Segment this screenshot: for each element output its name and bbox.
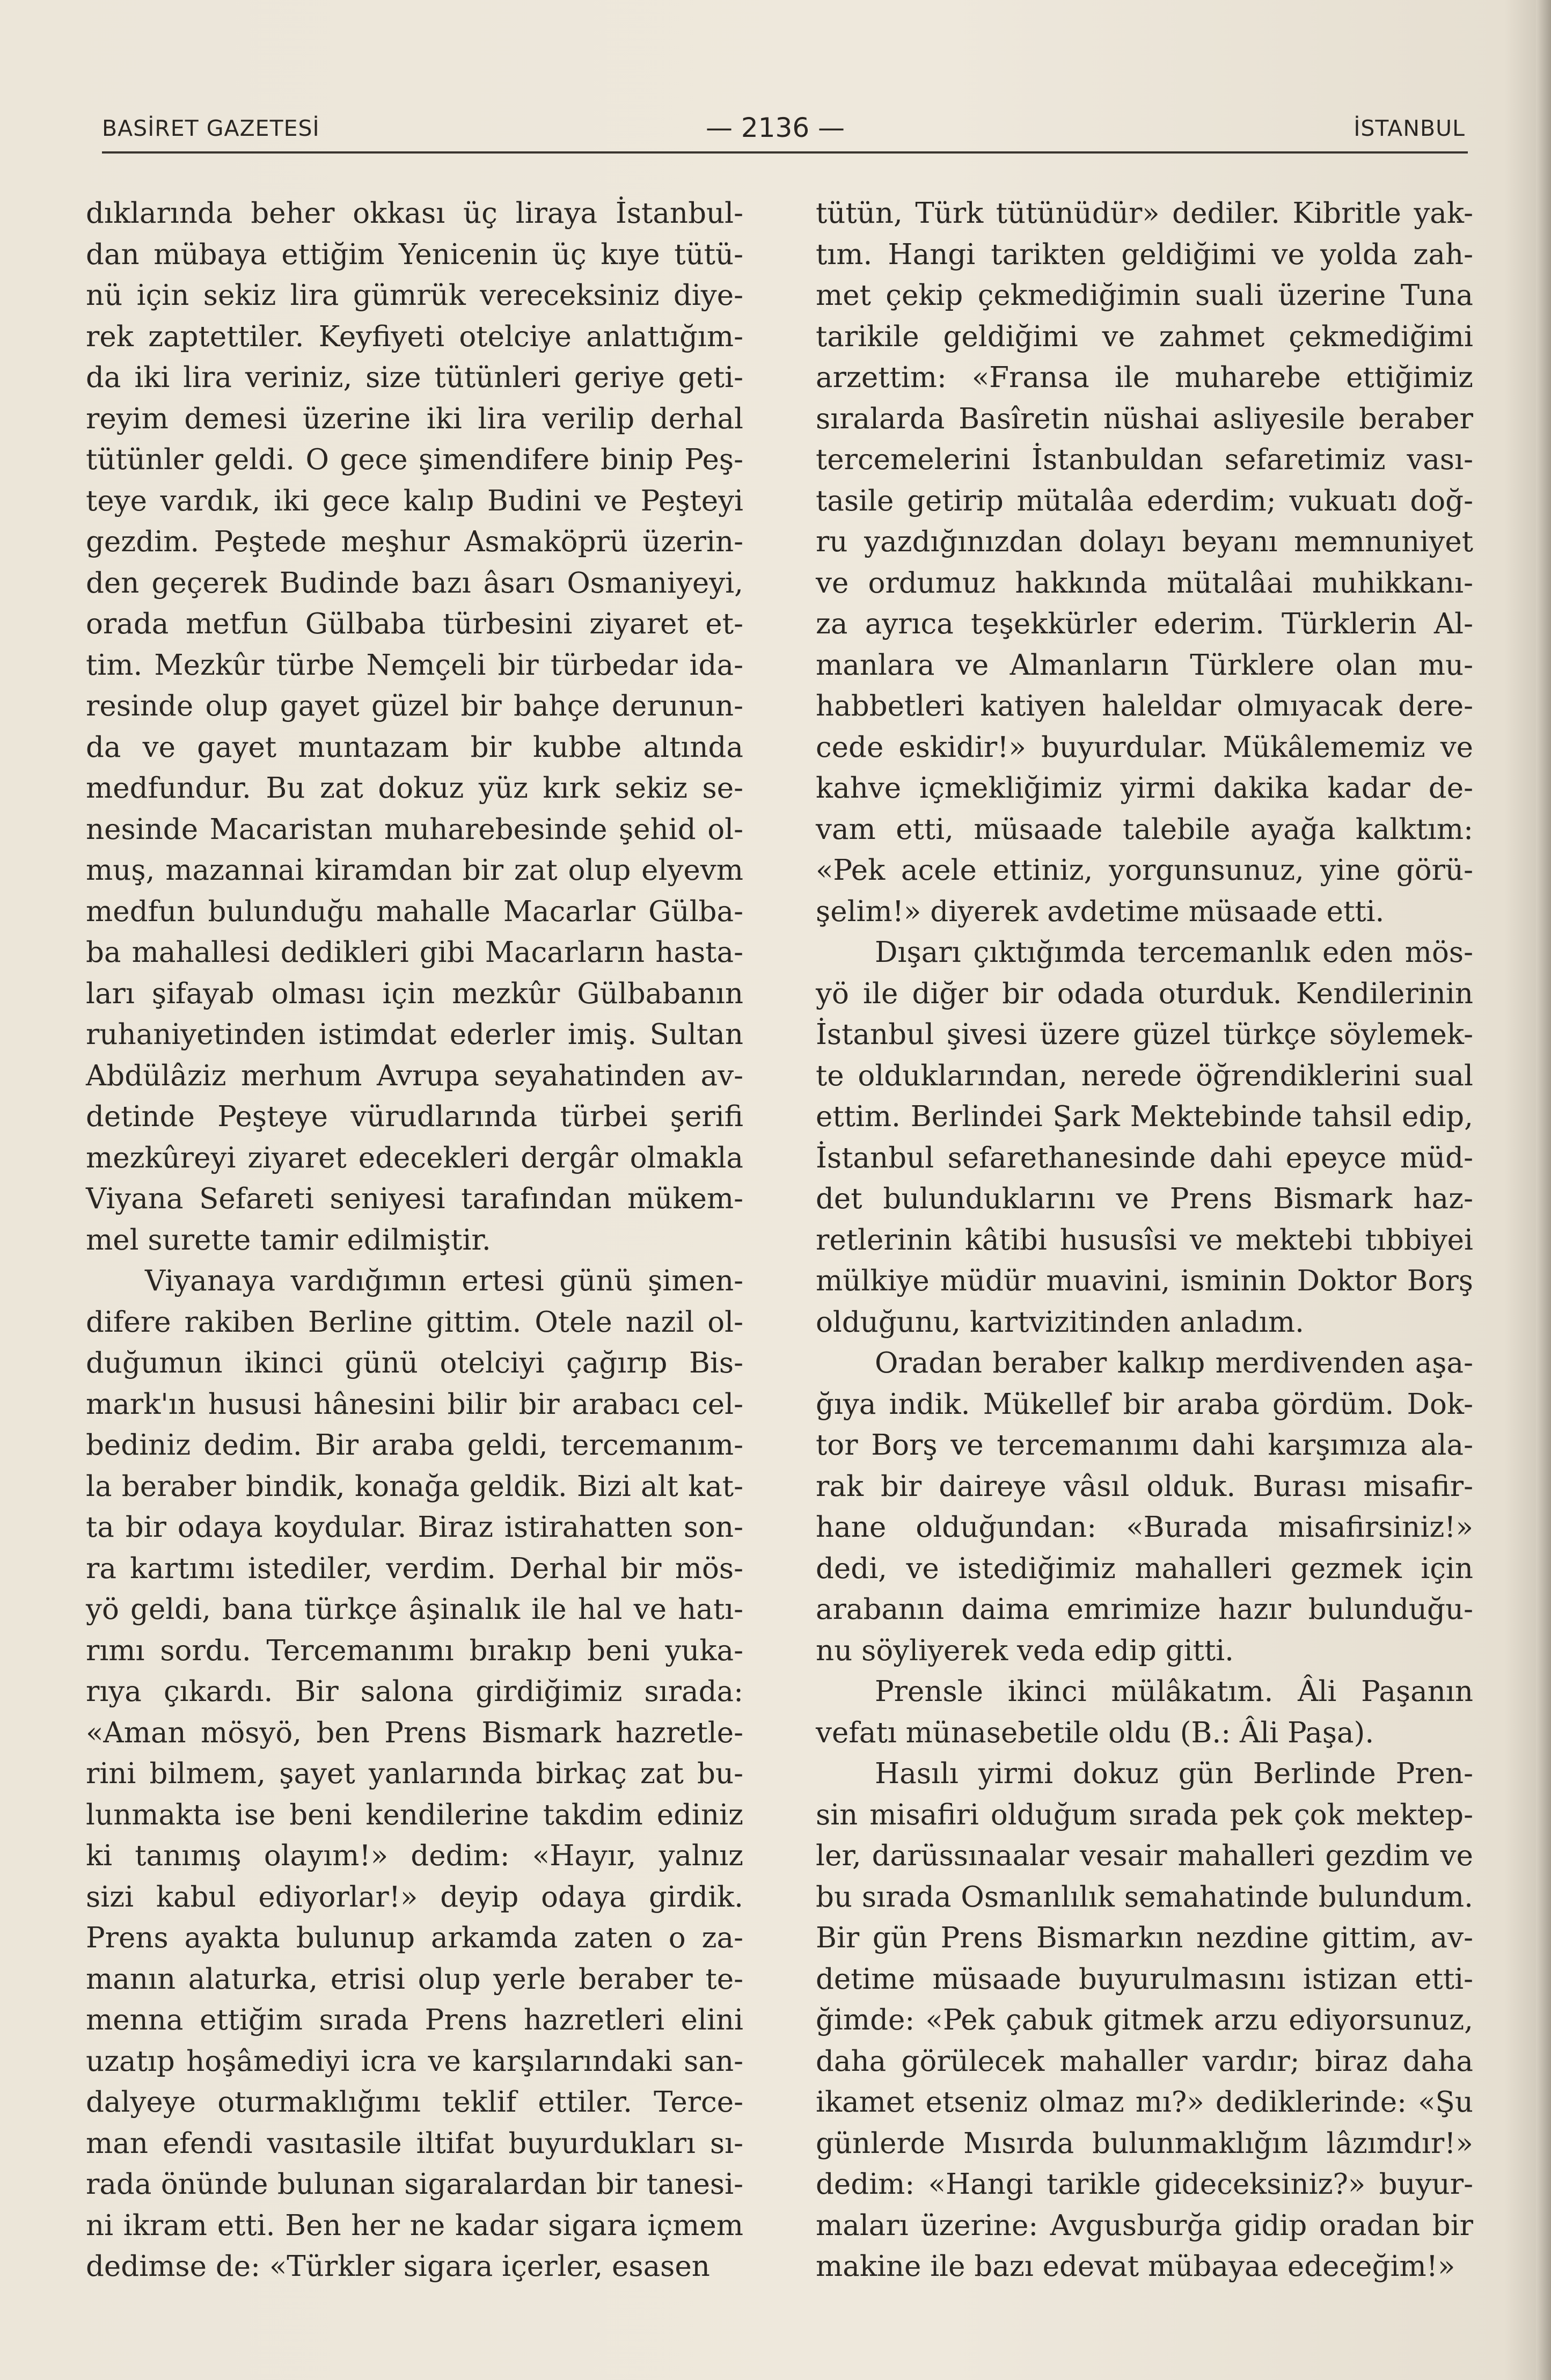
- text-line: mark'ın hususi hânesini bilir bir arabacı cel-: [86, 1388, 743, 1421]
- text-line: nesinde Macaristan muharebesinde şehid ol-: [86, 813, 743, 846]
- text-line: cede eskidir!» buyurdular. Mükâlememiz ve: [816, 731, 1473, 764]
- text-line: lunmakta ise beni kendilerine takdim ediniz: [86, 1798, 743, 1831]
- text-line: medfun bulunduğu mahalle Macarlar Gülba-: [86, 895, 743, 928]
- text-line: bu sırada Osmanlılık semahatinde bulundum.: [816, 1880, 1473, 1914]
- text-line: tasile getirip mütalâa ederdim; vukuatı doğ-: [816, 484, 1473, 517]
- text-line: rini bilmem, şayet yanlarında birkaç zat bu-: [86, 1757, 743, 1790]
- text-line: det bulunduklarını ve Prens Bismark haz-: [816, 1182, 1473, 1215]
- text-line: detinde Peşteye vürudlarında türbei şerifi: [86, 1100, 743, 1133]
- text-line: rak bir daireye vâsıl olduk. Burası misafir-: [816, 1470, 1473, 1503]
- left-column: [86, 193, 743, 2288]
- text-line: dedim: «Hangi tarikle gideceksiniz?» buyur-: [816, 2168, 1473, 2201]
- text-line: sıralarda Basîretin nüshai asliyesile beraber: [816, 402, 1473, 435]
- text-line: arabanın daima emrimize hazır bulunduğu-: [816, 1593, 1473, 1626]
- page-header: [102, 112, 1465, 148]
- text-line: İstanbul sefarethanesinde dahi epeyce müd-: [816, 1141, 1473, 1174]
- text-line: hane olduğundan: «Burada misafirsiniz!»: [816, 1511, 1473, 1544]
- text-line: ğimde: «Pek çabuk gitmek arzu ediyorsunuz,: [816, 2004, 1473, 2036]
- text-line: Oradan beraber kalkıp merdivenden aşa-: [875, 1347, 1473, 1379]
- header-city: İSTANBUL: [1354, 115, 1465, 141]
- text-line: rek zaptettiler. Keyfiyeti otelciye anlattığım-: [86, 320, 743, 353]
- text-line: menna ettiğim sırada Prens hazretleri elini: [86, 2004, 743, 2036]
- text-line: Prens ayakta bulunup arkamda zaten o za-: [86, 1922, 743, 1954]
- text-line: ruhaniyetinden istimdat ederler imiş. Sultan: [86, 1018, 743, 1051]
- text-line: met çekip çekmediğimin suali üzerine Tuna: [816, 279, 1473, 312]
- text-line: nü için sekiz lira gümrük vereceksiniz diye-: [86, 279, 743, 312]
- text-line: daha görülecek mahaller vardır; biraz daha: [816, 2045, 1473, 2078]
- text-line: sin misafiri olduğum sırada pek çok mektep-: [816, 1798, 1473, 1831]
- header-rule: [102, 151, 1468, 154]
- text-line: ler, darüssınaalar vesair mahalleri gezdim ve: [816, 1839, 1473, 1872]
- text-line: ve ordumuz hakkında mütalâai muhikkanı-: [816, 566, 1473, 600]
- page-number: — 2136 —: [706, 112, 845, 143]
- text-line: tarikile geldiğimi ve zahmet çekmediğimi: [816, 320, 1473, 353]
- text-line: Viyana Sefareti seniyesi tarafından mükem-: [86, 1182, 743, 1215]
- text-line: te olduklarından, nerede öğrendiklerini sual: [816, 1059, 1473, 1092]
- text-line: orada metfun Gülbaba türbesini ziyaret et-: [86, 608, 743, 640]
- text-line: dedimse de: «Türkler sigara içerler, esasen: [86, 2250, 710, 2283]
- text-line: dıklarında beher okkası üç liraya İstanbul-: [86, 197, 743, 230]
- text-line: Dışarı çıktığımda tercemanlık eden mös-: [875, 936, 1473, 969]
- text-line: dalyeye oturmaklığımı teklif ettiler. Terce-: [86, 2086, 743, 2119]
- text-line: ru yazdığınızdan dolayı beyanı memnuniyet: [816, 525, 1473, 558]
- text-line: resinde olup gayet güzel bir bahçe derunun-: [86, 690, 743, 722]
- text-line: «Aman mösyö, ben Prens Bismark hazretle-: [86, 1716, 743, 1749]
- text-line: teye vardık, iki gece kalıp Budini ve Peşteyi: [86, 484, 743, 517]
- text-line: manın alaturka, etrisi olup yerle beraber te-: [86, 1962, 743, 1996]
- text-line: arzettim: «Fransa ile muharebe ettiğimiz: [816, 361, 1473, 394]
- text-line: tütünler geldi. O gece şimendifere binip Peş-: [86, 443, 743, 476]
- text-line: kahve içmekliğimiz yirmi dakika kadar de-: [816, 772, 1473, 805]
- text-line: da ve gayet muntazam bir kubbe altında: [86, 731, 743, 764]
- text-line: olduğunu, kartvizitinden anladım.: [816, 1305, 1304, 1339]
- text-line: dan mübaya ettiğim Yenicenin üç kıye tütü-: [86, 238, 743, 271]
- text-line: ra kartımı istediler, verdim. Derhal bir mös-: [86, 1552, 743, 1585]
- text-line: mel surette tamir edilmiştir.: [86, 1223, 491, 1257]
- text-line: vefatı münasebetile oldu (B.: Âli Paşa).: [816, 1716, 1374, 1749]
- text-line: Prensle ikinci mülâkatım. Âli Paşanın: [875, 1675, 1473, 1708]
- text-line: ları şifayab olması için mezkûr Gülbabanın: [86, 977, 743, 1010]
- text-line: tor Borş ve tercemanımı dahi karşımıza ala-: [816, 1429, 1473, 1462]
- text-line: Hasılı yirmi dokuz gün Berlinde Pren-: [875, 1757, 1473, 1790]
- text-line: duğumun ikinci günü otelciyi çağırıp Bis-: [86, 1347, 743, 1379]
- text-line: tütün, Türk tütünüdür» dediler. Kibritle yak-: [816, 197, 1473, 230]
- text-line: Abdülâziz merhum Avrupa seyahatinden av-: [86, 1059, 743, 1092]
- text-line: Bir gün Prens Bismarkın nezdine gittim, av-: [816, 1922, 1473, 1954]
- text-line: tim. Mezkûr türbe Nemçeli bir türbedar ida-: [86, 648, 743, 682]
- text-line: bediniz dedim. Bir araba geldi, tercemanım-: [86, 1429, 743, 1462]
- text-line: reyim demesi üzerine iki lira verilip derhal: [86, 402, 743, 435]
- text-line: mülkiye müdür muavini, isminin Doktor Borş: [816, 1265, 1473, 1297]
- text-line: Viyanaya vardığımın ertesi günü şimen-: [145, 1265, 743, 1297]
- text-line: la beraber bindik, konağa geldik. Bizi alt kat-: [86, 1470, 743, 1503]
- text-line: tercemelerini İstanbuldan sefaretimiz vası-: [816, 443, 1473, 476]
- text-line: «Pek acele ettiniz, yorgunsunuz, yine görü-: [816, 854, 1473, 887]
- text-line: vam etti, müsaade talebile ayağa kalktım:: [816, 813, 1473, 846]
- text-line: ta bir odaya koydular. Biraz istirahatten son-: [86, 1511, 743, 1544]
- text-line: den geçerek Budinde bazı âsarı Osmaniyeyi,: [86, 566, 743, 600]
- text-line: ikamet etseniz olmaz mı?» dediklerinde: «Şu: [816, 2086, 1473, 2119]
- text-line: da iki lira veriniz, size tütünleri geriye geti-: [86, 361, 743, 394]
- text-line: rıya çıkardı. Bir salona girdiğimiz sırada:: [86, 1675, 743, 1708]
- text-line: medfundur. Bu zat dokuz yüz kırk sekiz se-: [86, 772, 743, 805]
- text-line: gezdim. Peştede meşhur Asmaköprü üzerin-: [86, 525, 743, 558]
- text-line: habbetleri katiyen haleldar olmıyacak dere-: [816, 690, 1473, 722]
- text-line: rada önünde bulunan sigaralardan bir tanesi-: [86, 2168, 743, 2201]
- text-line: ba mahallesi dedikleri gibi Macarların hasta-: [86, 936, 743, 969]
- text-line: ettim. Berlindei Şark Mektebinde tahsil edip,: [816, 1100, 1473, 1133]
- text-line: uzatıp hoşâmediyi icra ve karşılarındaki san-: [86, 2045, 743, 2078]
- right-column: [816, 193, 1473, 2288]
- text-line: tım. Hangi tarikten geldiğimi ve yolda zah-: [816, 238, 1473, 271]
- text-line: sizi kabul ediyorlar!» deyip odaya girdik.: [86, 1880, 743, 1914]
- text-line: manlara ve Almanların Türklere olan mu-: [816, 648, 1473, 682]
- text-line: ğıya indik. Mükellef bir araba gördüm. Dok-: [816, 1388, 1473, 1421]
- text-line: muş, mazannai kiramdan bir zat olup elyevm: [86, 854, 743, 887]
- newspaper-title: BASİRET GAZETESİ: [102, 115, 320, 141]
- text-line: za ayrıca teşekkürler ederim. Türklerin Al-: [816, 608, 1473, 640]
- text-line: dedi, ve istediğimiz mahalleri gezmek için: [816, 1552, 1473, 1585]
- text-line: rımı sordu. Tercemanımı bırakıp beni yuka-: [86, 1634, 743, 1667]
- text-line: makine ile bazı edevat mübayaa edeceğim!»: [816, 2250, 1455, 2283]
- text-line: yö geldi, bana türkçe âşinalık ile hal ve hatı-: [86, 1593, 743, 1626]
- text-line: man efendi vasıtasile iltifat buyurdukları sı-: [86, 2127, 743, 2160]
- text-line: ni ikram etti. Ben her ne kadar sigara içmem: [86, 2209, 743, 2242]
- text-line: nu söyliyerek veda edip gitti.: [816, 1634, 1234, 1667]
- text-line: şelim!» diyerek avdetime müsaade etti.: [816, 895, 1385, 928]
- text-line: yö ile diğer bir odada oturduk. Kendilerinin: [816, 977, 1473, 1010]
- text-line: mezkûreyi ziyaret edecekleri dergâr olmakla: [86, 1141, 743, 1174]
- text-line: günlerde Mısırda bulunmaklığım lâzımdır!»: [816, 2127, 1473, 2160]
- text-line: difere rakiben Berline gittim. Otele nazil ol-: [86, 1305, 743, 1339]
- text-line: maları üzerine: Avgusburğa gidip oradan bir: [816, 2209, 1473, 2242]
- page-edge-shadow: [1536, 0, 1551, 2380]
- text-line: ki tanımış olayım!» dedim: «Hayır, yalnız: [86, 1839, 743, 1872]
- text-line: detime müsaade buyurulmasını istizan etti-: [816, 1962, 1473, 1996]
- text-line: retlerinin kâtibi hususîsi ve mektebi tıbbiyei: [816, 1223, 1473, 1257]
- text-line: İstanbul şivesi üzere güzel türkçe söylemek-: [816, 1018, 1473, 1051]
